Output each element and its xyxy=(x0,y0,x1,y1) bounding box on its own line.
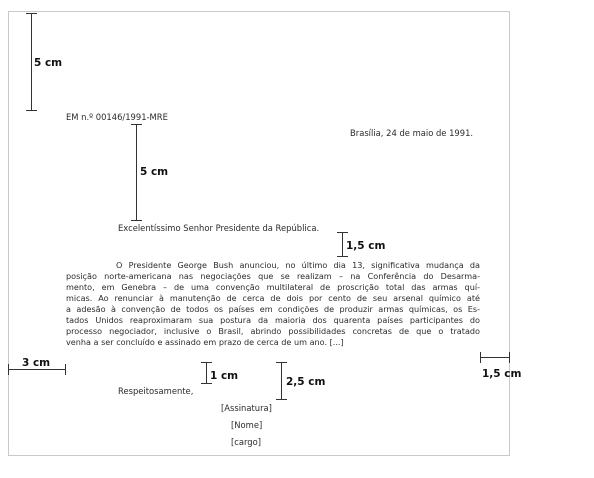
right-margin-label: 1,5 cm xyxy=(482,368,522,380)
body-line: posição norte-americana nas negociações que se realizam – na Conferência do Desarma- xyxy=(66,271,480,281)
name-placeholder: [Nome] xyxy=(231,420,263,430)
body-line: tados Unidos reaproximaram sua postura da maioria dos quarenta países participantes do xyxy=(66,315,480,325)
position-placeholder: [cargo] xyxy=(231,437,262,447)
body-line: venha a ser concluído e assinado em prazo de cerca de um ano. [...] xyxy=(66,337,344,347)
top-margin-label: 5 cm xyxy=(34,57,63,69)
place-date: Brasília, 24 de maio de 1991. xyxy=(350,128,474,138)
closing-to-signature-marker xyxy=(281,362,282,400)
body-line: a adesão à convenção de todos os países em condições de produzir armas químicas, os Es- xyxy=(66,304,480,314)
left-margin-label: 3 cm xyxy=(22,357,51,369)
ref-to-salutation-marker xyxy=(136,124,137,221)
right-margin-marker xyxy=(480,357,510,358)
closing: Respeitosamente, xyxy=(118,386,194,396)
salutation-to-body-marker xyxy=(342,232,343,257)
body-to-closing-label: 1 cm xyxy=(210,370,239,382)
top-margin-marker xyxy=(31,13,32,111)
closing-to-signature-label: 2,5 cm xyxy=(286,376,326,388)
signature-placeholder: [Assinatura] xyxy=(221,403,272,413)
body-line: O Presidente George Bush anunciou, no último dia 13, significativa mudança da xyxy=(116,260,480,270)
body-to-closing-marker xyxy=(206,362,207,384)
body-line: mento, em Genebra – de uma convenção multilateral de proscrição total das armas quí- xyxy=(66,282,480,292)
body-line: processo negociador, inclusive o Brasil, abrindo possibilidades concretas de que o tratado xyxy=(66,326,480,336)
ref-to-salutation-label: 5 cm xyxy=(140,166,169,178)
body-line: micas. Ao renunciar à manutenção de cerca de dois por cento de seu arsenal químico até xyxy=(66,293,480,303)
left-margin-marker xyxy=(8,369,66,370)
salutation-to-body-label: 1,5 cm xyxy=(346,240,386,252)
header-reference: EM n.º 00146/1991-MRE xyxy=(66,112,168,122)
salutation: Excelentíssimo Senhor Presidente da República. xyxy=(118,223,320,233)
